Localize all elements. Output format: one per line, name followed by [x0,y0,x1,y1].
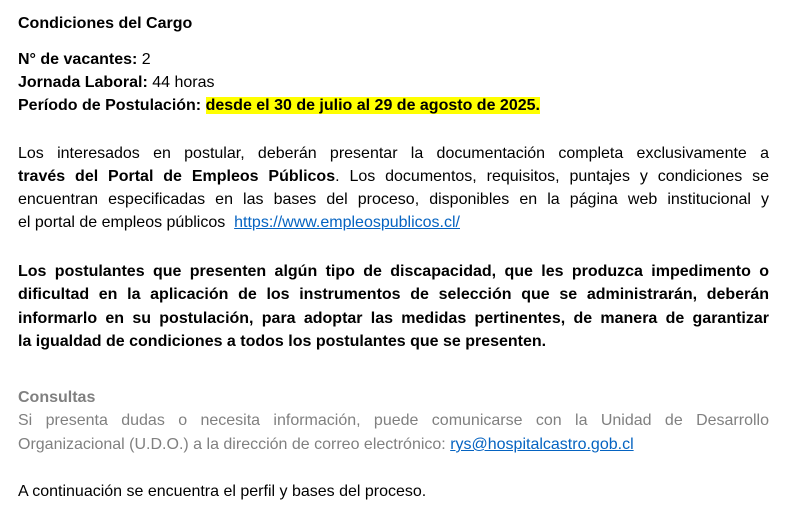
paragraph2-line1: Los postulantes que presenten algún tipo de discapacidad, que les produzca impedimento o [18,263,769,280]
periodo-line [18,95,540,117]
paragraph1-line4-text: el portal de empleos públicos [18,214,235,231]
paragraph1-line2-rest: . Los documentos, requisitos, puntajes y condiciones se [335,168,770,185]
portal-empleos-bold: través del Portal de Empleos Públicos [18,168,336,185]
closing-text: A continuación se encuentra el perfil y bases del proceso. [18,483,427,500]
vacantes-value: 2 [137,51,151,68]
periodo-value-highlighted: desde el 30 de julio al 29 de agosto de 2025. [205,97,540,114]
jornada-value: 44 horas [147,74,215,91]
paragraph2-line3: informarlo en su postulación, para adoptar las medidas pertinentes, de manera de garantizar [18,310,769,327]
periodo-label: Período de Postulación: [18,97,202,114]
consultas-line1: Si presenta dudas o necesita información, puede comunicarse con la Unidad de Desarrollo [18,412,769,429]
email-link[interactable]: rys@hospitalcastro.gob.cl [450,436,634,453]
vacantes-line [18,49,151,71]
paragraph1-line2 [18,166,769,188]
empleos-publicos-link[interactable]: https://www.empleospublicos.cl/ [234,214,460,231]
consultas-line2 [18,434,769,456]
paragraph1-line4 [18,212,769,234]
paragraph2-line4: la igualdad de condiciones a todos los postulantes que se presenten. [18,333,547,350]
paragraph1-line3: encuentran especificadas en las bases del proceso, disponibles en la página web institucional y [18,191,769,208]
jornada-line [18,72,215,94]
paragraph2-line2: dificultad en la aplicación de los instrumentos de selección que se administrarán, deberán [18,286,769,303]
paragraph1-line1: Los interesados en postular, deberán presentar la documentación completa exclusivamente a [18,145,769,162]
consultas-line2-text: Organizacional (U.D.O.) a la dirección de correo electrónico: [18,436,451,453]
section-heading: Condiciones del Cargo [18,15,193,32]
vacantes-label: N° de vacantes: [18,51,138,68]
jornada-label: Jornada Laboral: [18,74,148,91]
consultas-title: Consultas [18,389,96,406]
